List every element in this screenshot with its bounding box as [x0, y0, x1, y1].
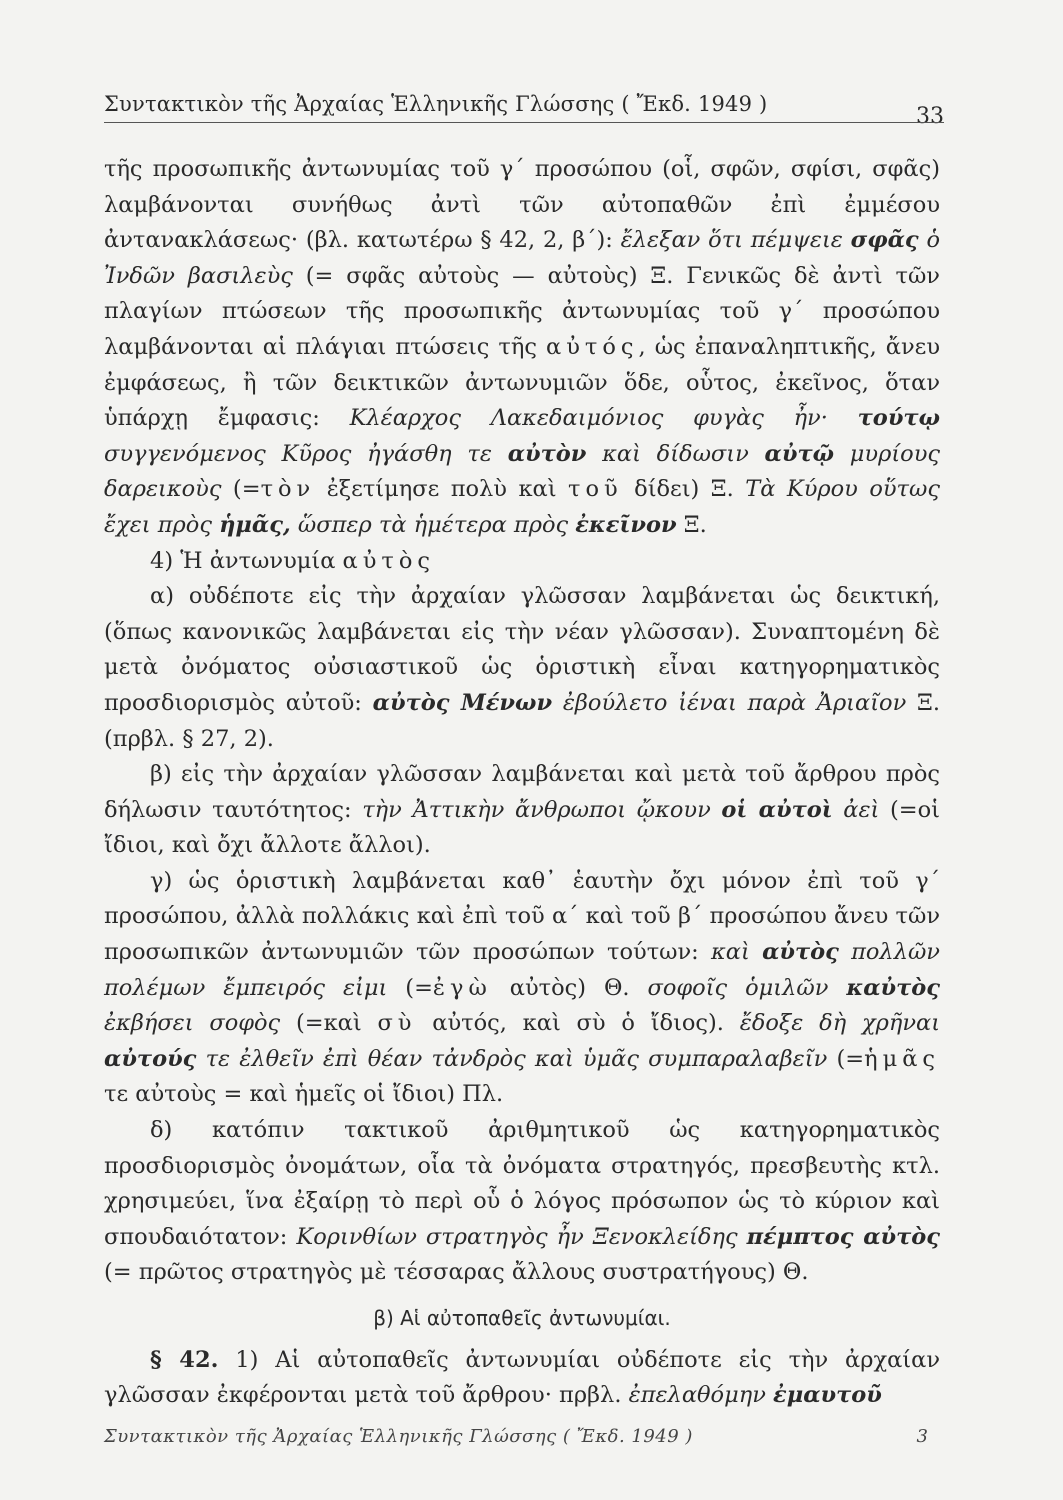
- paragraph-item-4c: γ) ὡς ὁριστικὴ λαμβάνεται καθ᾿ ἑαυτὴν ὄχι μόνον ἐπὶ τοῦ γ΄ προσώπου, ἀλλὰ πολλάκις καὶ ἐπὶ τοῦ α΄ καὶ τοῦ β΄ προσώπου ἄνευ τῶν προσωπικῶν ἀντωνυμιῶν τῶν προσώπων τούτων: καὶ αὐτὸς πολλῶν πολέμων ἔμπειρός εἰμι (=ἐγὼ αὐτὸς) Θ. σοφοῖς ὁμιλῶν καὐτὸς ἐκβήσει σοφὸς (=καὶ σὺ αὐτός, καὶ σὺ ὁ ἴδιος). ἔδοξε δὴ χρῆναι αὐτούς τε ἐλθεῖν ἐπὶ θέαν τἀνδρὸς καὶ ὑμᾶς συμπαραλαβεῖν (=ἡμᾶς τε αὐτοὺς = καὶ ἡμεῖς οἱ ἴδιοι) Πλ.: [104, 867, 941, 1108]
- paragraph-item-4a: α) οὐδέποτε εἰς τὴν ἀρχαίαν γλῶσσαν λαμβάνεται ὡς δεικτική, (ὅπως κανονικῶς λαμβάνεται εἰς τὴν νέαν γλῶσσαν). Συναπτομένη δὲ μετὰ ὀνόματος οὐσιαστικοῦ ὡς ὁριστικὴ εἶναι κατηγορηματικὸς προσδιορισμὸς αὐτοῦ: αὐτὸς Μένων ἐβούλετο ἰέναι παρὰ Ἀριαῖον Ξ. (πρβλ. § 27, 2).: [104, 583, 940, 752]
- paragraph-continuation: τῆς προσωπικῆς ἀντωνυμίας τοῦ γ΄ προσώπου (οἷ, σφῶν, σφίσι, σφᾶς) λαμβάνονται συνήθως ἀντὶ τῶν αὐτοπαθῶν ἐπὶ ἐμμέσου ἀντανακλάσεως· (βλ. κατωτέρω § 42, 2, β΄): ἔλεξαν ὅτι πέμψειε σφᾶς ὁ Ἰνδῶν βασιλεὺς (= σφᾶς αὐτοὺς — αὐτοὺς) Ξ. Γενικῶς δὲ ἀντὶ τῶν πλαγίων πτώσεων τῆς προσωπικῆς ἀντωνυμίας τοῦ γ΄ προσώπου λαμβάνονται αἱ πλάγιαι πτώσεις τῆς αὐτός, ὡς ἐπαναληπτικῆς, ἄνευ ἐμφάσεως, ἢ τῶν δεικτικῶν ἀντωνυμιῶν ὅδε, οὗτος, ἐκεῖνος, ὅταν ὑπάρχῃ ἔμφασις: Κλέαρχος Λακεδαιμόνιος φυγὰς ἦν· τούτῳ συγγενόμενος Κῦρος ἠγάσθη τε αὐτὸν καὶ δίδωσιν αὐτῷ μυρίους δαρεικοὺς (=τὸν ἐξετίμησε πολὺ καὶ τοῦ δίδει) Ξ. Τὰ Κύρου οὕτως ἔχει πρὸς ἡμᾶς, ὥσπερ τὰ ἡμέτερα πρὸς ἐκεῖνον Ξ.: [104, 156, 940, 538]
- section-subheading: β) Αἱ αὐτοπαθεῖς ἀντωνυμίαι.: [373, 1306, 671, 1330]
- running-header-title: Συντακτικὸν τῆς Ἀρχαίας Ἑλληνικῆς Γλώσσης ( Ἔκδ. 1949 ): [104, 92, 768, 116]
- paragraph-item-4b: β) εἰς τὴν ἀρχαίαν γλῶσσαν λαμβάνεται καὶ μετὰ τοῦ ἄρθρου πρὸς δήλωσιν ταυτότητος: τὴν Ἀττικὴν ἄνθρωποι ᾤκουν οἱ αὐτοὶ ἀεὶ (=οἱ ἴδιοι, καὶ ὄχι ἄλλοτε ἄλλοι).: [104, 761, 940, 859]
- section-number: § 42.: [150, 1346, 219, 1373]
- signature-mark: 3: [916, 1426, 928, 1447]
- header-rule: [104, 122, 944, 123]
- page-body: [104, 152, 940, 1414]
- footer-title: Συντακτικὸν τῆς Ἀρχαίας Ἑλληνικῆς Γλώσσης ( Ἔκδ. 1949 ): [104, 1426, 693, 1447]
- page-footer: [104, 1426, 940, 1456]
- page-number: 33: [916, 104, 944, 129]
- paragraph-section-42: § 42. 1) Αἱ αὐτοπαθεῖς ἀντωνυμίαι οὐδέποτε εἰς τὴν ἀρχαίαν γλῶσσαν ἐκφέρονται μετὰ τοῦ ἄρθρου· πρβλ. ἐπελαθόμην ἐμαυτοῦ: [104, 1346, 940, 1409]
- paragraph-item-4: 4) Ἡ ἀντωνυμία αὐτὸς: [150, 547, 436, 574]
- paragraph-item-4d: δ) κατόπιν τακτικοῦ ἀριθμητικοῦ ὡς κατηγορηματικὸς προσδιορισμὸς ὀνομάτων, οἷα τὰ ὀνόματα στρατηγός, πρεσβευτὴς κτλ. χρησιμεύει, ἵνα ἐξαίρῃ τὸ περὶ οὗ ὁ λόγος πρόσωπον ὡς τὸ κύριον καὶ σπουδαιότατον: Κορινθίων στρατηγὸς ἦν Ξενοκλείδης πέμπτος αὐτὸς (= πρῶτος στρατηγὸς μὲ τέσσαρας ἄλλους συστρατήγους) Θ.: [104, 1117, 940, 1286]
